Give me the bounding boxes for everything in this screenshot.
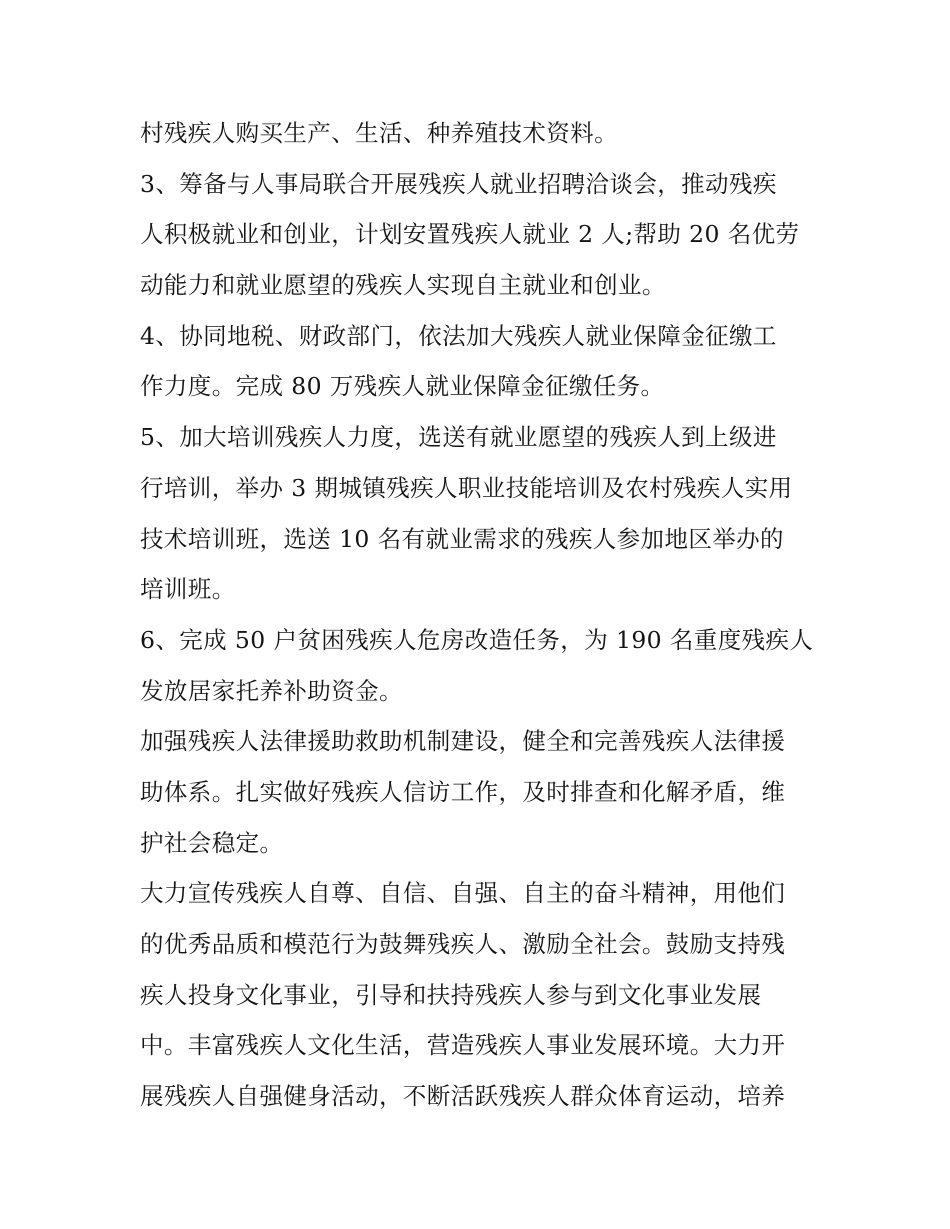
text-line: 中。丰富残疾人文化生活，营造残疾人事业发展环境。大力开 xyxy=(140,1031,786,1060)
text-line: 作力度。完成 80 万残疾人就业保障金征缴任务。 xyxy=(140,372,665,401)
text-line: 村残疾人购买生产、生活、种养殖技术资料。 xyxy=(140,119,618,147)
text-line: 助体系。扎实做好残疾人信访工作，及时排查和化解矛盾，维 xyxy=(140,777,786,806)
text-line: 疾人投身文化事业，引导和扶持残疾人参与到文化事业发展 xyxy=(140,980,762,1009)
text-line: 护社会稳定。 xyxy=(140,828,284,857)
text-line: 动能力和就业愿望的残疾人实现自主就业和创业。 xyxy=(140,271,666,300)
text-line: 的优秀品质和模范行为鼓舞残疾人、激励全社会。鼓励支持残 xyxy=(140,930,786,958)
text-line: 4、协同地税、财政部门，依法加大残疾人就业保障金征缴工 xyxy=(140,321,777,350)
text-line: 培训班。 xyxy=(140,575,236,604)
text-line: 技术培训班，选送 10 名有就业需求的残疾人参加地区举办的 xyxy=(140,524,784,553)
text-line: 人积极就业和创业，计划安置残疾人就业 2 人;帮助 20 名优劳 xyxy=(140,220,800,249)
text-line: 发放居家托养补助资金。 xyxy=(140,676,403,705)
text-line: 展残疾人自强健身活动，不断活跃残疾人群众体育运动，培养 xyxy=(140,1082,786,1111)
text-line: 3、筹备与人事局联合开展残疾人就业招聘洽谈会，推动残疾 xyxy=(140,169,777,198)
text-line: 加强残疾人法律援助救助机制建设，健全和完善残疾人法律援 xyxy=(140,727,786,756)
document-body xyxy=(140,108,820,1122)
text-line: 行培训，举办 3 期城镇残疾人职业技能培训及农村残疾人实用 xyxy=(140,473,793,502)
text-line: 大力宣传残疾人自尊、自信、自强、自主的奋斗精神，用他们 xyxy=(140,879,786,908)
text-line: 5、加大培训残疾人力度，选送有就业愿望的残疾人到上级进 xyxy=(140,423,777,452)
text-line: 6、完成 50 户贫困残疾人危房改造任务，为 190 名重度残疾人 xyxy=(140,625,814,654)
